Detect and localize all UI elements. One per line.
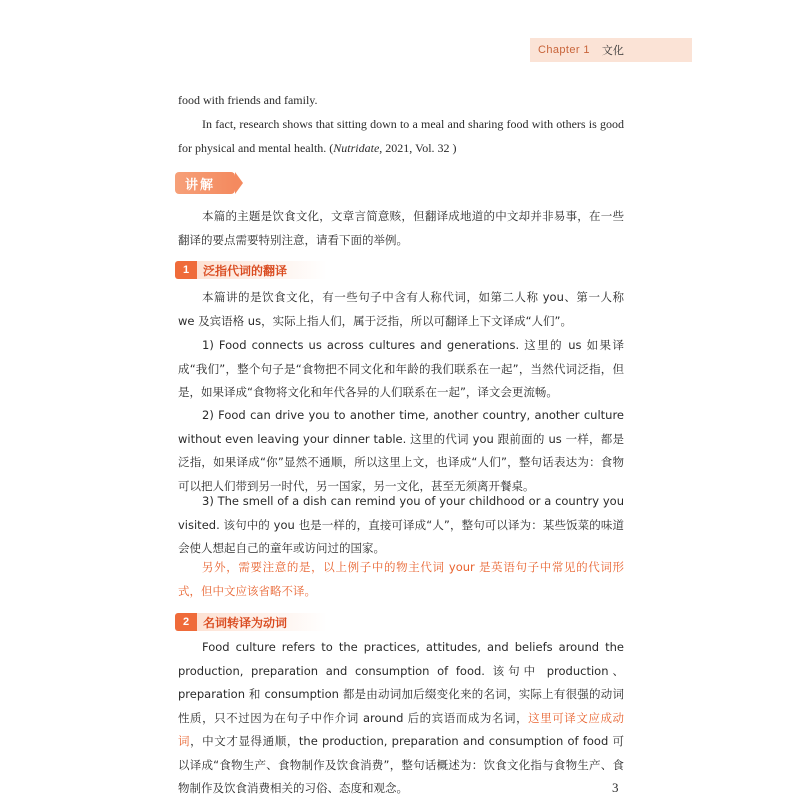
subsection-title: 名词转译为动词: [197, 613, 327, 631]
research-paragraph: In fact, research shows that sitting down to a meal and sharing food with others is good for physical and mental health. (Nutridate, 2021, Vol. 32 ): [178, 117, 624, 155]
s1-note: 另外，需要注意的是，以上例子中的物主代词 your 是英语句子中常见的代词形式，但中文应该省略不译。: [178, 560, 624, 598]
chapter-header: [530, 38, 692, 62]
subsection-title: 泛指代词的翻译: [197, 261, 327, 279]
highlight-text: 这里可译文应成动词: [178, 710, 625, 748]
section-intro: 本篇的主题是饮食文化，文章言简意赅，但翻译成地道的中文却并非易事，在一些翻译的要点需要特别注意，请看下面的举例。: [178, 209, 624, 247]
subsection-number: 1: [175, 261, 197, 279]
source-name: Nutridate: [333, 140, 380, 155]
subsection-2-heading: [175, 612, 327, 632]
s2-paragraph-1: Food culture refers to the practices, attitudes, and beliefs around the production, preparation and consumption of food. 该句中 production、preparation 和 consumption 都是由动词加后缀变化来的名词，实际上有很强的动词性质，只不过因为在句子中作介词 around 后的宾语而成为名词，这里可译文应成动词，中文才显得通顺，the production, preparation and consumption of food 可以译成“食物生产、食物制作及饮食消费”，整句话概述为：饮食文化指与食物生产、食物制作及饮食消费相关的习俗、态度和观念。: [178, 640, 625, 795]
subsection-number: 2: [175, 613, 197, 631]
s1-paragraph-3: 2) Food can drive you to another time, another country, another culture without even leaving your dinner table. 这里的代词 you 跟前面的 us 一样，都是泛指，如果译成“你”显然不通顺，所以这里上文，也译成“人们”，整句话表达为：食物可以把人们带到另一时代，另一国家，另一文化，甚至无须离开餐桌。: [178, 408, 624, 493]
page-number: 3: [612, 780, 619, 795]
chapter-label: Chapter 1: [538, 44, 590, 56]
s1-paragraph-2: 1) Food connects us across cultures and generations. 这里的 us 如果译成“我们”，整个句子是“食物把不同文化和年龄的我们联系在一起”，当然代词泛指，但是，如果译成“食物将文化和年代各异的人们联系在一起”，译文会更流畅。: [178, 338, 624, 399]
chapter-title: 文化: [601, 44, 624, 57]
s1-paragraph-4: 3) The smell of a dish can remind you of your childhood or a country you visited. 该句中的 you 也是一样的，直接可译成“人”，整句可以译为：某些饭菜的味道会使人想起自己的童年或访问过的国家。: [178, 494, 624, 555]
subsection-1-heading: [175, 260, 327, 280]
intro-tail: food with friends and family.: [178, 93, 318, 107]
s1-paragraph-1: 本篇讲的是饮食文化，有一些句子中含有人称代词，如第二人称 you、第一人称 we 及宾语格 us，实际上指人们，属于泛指，所以可翻译上下文译成“人们”。: [178, 290, 624, 328]
section-badge: 讲解: [175, 172, 235, 194]
